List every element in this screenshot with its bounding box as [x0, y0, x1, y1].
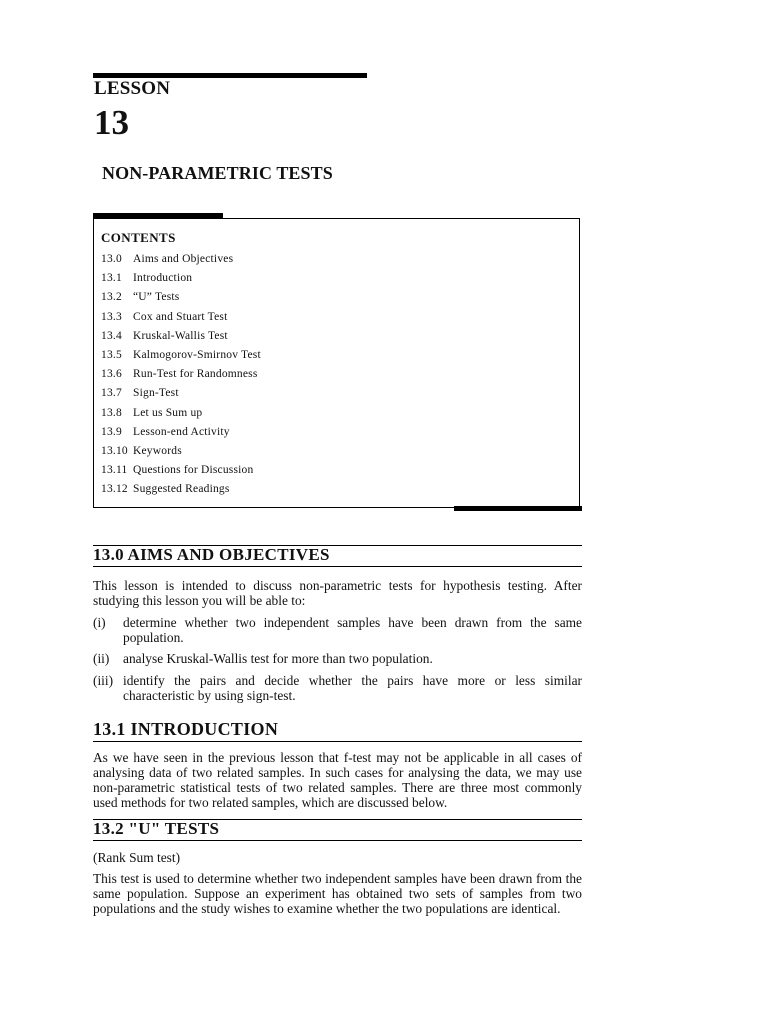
aims-intro-paragraph: This lesson is intended to discuss non-parametric tests for hypothesis testing. After studying this lesson you will be able to:: [93, 578, 582, 608]
objective-text: analyse Kruskal-Wallis test for more than two population.: [123, 651, 433, 666]
u-tests-paragraph: This test is used to determine whether two independent samples have been drawn from the same population. Suppose an experiment has obtained two sets of samples from two populations and the study wishes to examine whether the two populations are identical.: [93, 871, 582, 916]
toc-item[interactable]: [101, 365, 261, 384]
toc-number: 13.11: [101, 464, 128, 477]
toc-item[interactable]: [101, 480, 261, 499]
toc-item[interactable]: [101, 461, 261, 480]
objective-item: [93, 674, 582, 704]
toc-number: 13.5: [101, 348, 122, 361]
section-rule-bottom: [93, 840, 582, 841]
toc-number: 13.8: [101, 406, 122, 419]
introduction-paragraph: As we have seen in the previous lesson that f-test may not be applicable in all cases of analysing data of two related samples. In such cases for analysing the data, we may use non-parametric statistical tests of two related samples. There are three most commonly used methods for two related samples, which are discussed below.: [93, 750, 582, 810]
objective-marker: (ii): [93, 651, 110, 666]
toc-label: Kruskal-Wallis Test: [133, 329, 228, 342]
u-tests-subtitle: (Rank Sum test): [93, 850, 181, 865]
toc-number: 13.3: [101, 310, 122, 323]
table-of-contents: [101, 250, 261, 499]
objective-marker: (iii): [93, 673, 114, 688]
toc-item[interactable]: [101, 327, 261, 346]
toc-label: Lesson-end Activity: [133, 425, 230, 438]
toc-number: 13.2: [101, 291, 122, 304]
toc-label: Introduction: [133, 272, 193, 285]
lesson-title: NON-PARAMETRIC TESTS: [102, 163, 333, 183]
toc-number: 13.6: [101, 368, 122, 381]
toc-item[interactable]: [101, 288, 261, 307]
objective-item: [93, 652, 582, 668]
section-heading-aims: 13.0 AIMS AND OBJECTIVES: [93, 545, 330, 564]
toc-item[interactable]: [101, 269, 261, 288]
toc-label: Let us Sum up: [133, 406, 203, 419]
objective-text: identify the pairs and decide whether the pairs have more or less similar characteristic by using sign-test.: [123, 673, 582, 703]
toc-item[interactable]: [101, 384, 261, 403]
toc-number: 13.12: [101, 483, 128, 496]
toc-number: 13.9: [101, 425, 122, 438]
toc-label: Cox and Stuart Test: [133, 310, 228, 323]
toc-item[interactable]: [101, 442, 261, 461]
objective-item: [93, 616, 582, 646]
toc-item[interactable]: [101, 250, 261, 269]
toc-label: Sign-Test: [133, 387, 179, 400]
section-rule-bottom: [93, 566, 582, 567]
objective-text: determine whether two independent samples have been drawn from the same population.: [123, 615, 582, 645]
toc-label: Keywords: [133, 444, 182, 457]
toc-item[interactable]: [101, 423, 261, 442]
lesson-label: LESSON: [94, 78, 171, 99]
objective-marker: (i): [93, 615, 106, 630]
toc-label: Run-Test for Randomness: [133, 368, 258, 381]
toc-label: Questions for Discussion: [133, 464, 254, 477]
toc-item[interactable]: [101, 404, 261, 423]
toc-number: 13.7: [101, 387, 122, 400]
toc-number: 13.1: [101, 272, 122, 285]
toc-number: 13.0: [101, 253, 122, 265]
toc-number: 13.4: [101, 329, 122, 342]
toc-label: Suggested Readings: [133, 483, 230, 496]
lesson-number: 13: [94, 103, 129, 142]
contents-bottom-rule: [454, 506, 582, 511]
section-heading-u-tests: 13.2 "U" TESTS: [93, 819, 220, 838]
toc-item[interactable]: [101, 308, 261, 327]
toc-label: “U” Tests: [133, 291, 180, 304]
toc-label: Aims and Objectives: [133, 253, 234, 265]
toc-number: 13.10: [101, 444, 128, 457]
contents-heading: CONTENTS: [101, 230, 176, 245]
section-rule-bottom: [93, 741, 582, 742]
toc-label: Kalmogorov-Smirnov Test: [133, 348, 261, 361]
toc-item[interactable]: [101, 346, 261, 365]
section-heading-introduction: 13.1 INTRODUCTION: [93, 719, 279, 739]
